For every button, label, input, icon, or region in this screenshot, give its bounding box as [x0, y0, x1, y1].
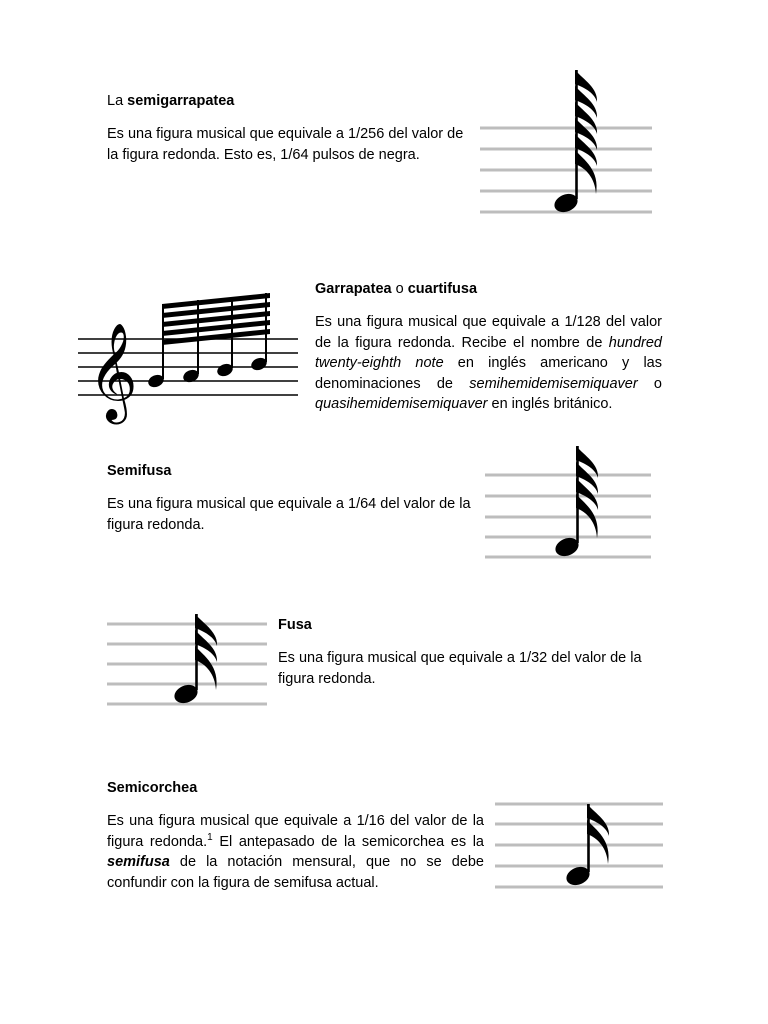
garrapatea-title [315, 280, 663, 298]
title-bold-1: Garrapatea [315, 281, 392, 297]
semigarrapatea-description: Es una figura musical que equivale a 1/256 del valor de la figura redonda. Esto es, 1/64 pulsos de negra. [107, 126, 464, 163]
note-64th-icon [485, 445, 651, 561]
semigarrapatea-title [107, 92, 467, 110]
semifusa-title [107, 462, 467, 480]
treble-clef-icon: 𝄞 [88, 322, 138, 420]
title-mid: o [391, 281, 408, 297]
note-32nd-icon [107, 612, 267, 708]
semicorchea-description [107, 811, 484, 893]
fusa-title [278, 616, 658, 634]
title-bold: Semicorchea [107, 780, 198, 796]
italic-3: quasihemidemisemiquaver [315, 396, 488, 412]
fusa-description: Es una figura musical que equivale a 1/32 del valor de la figura redonda. [278, 650, 642, 687]
title-prefix: La [107, 93, 128, 109]
title-bold: Fusa [278, 617, 312, 633]
text-1: Es una figura musical que equivale a 1/128 del valor de la figura redonda. Recibe el nombre de [315, 314, 662, 351]
note-256th-icon [480, 68, 652, 220]
text-2: El antepasado de la semicorchea es la [212, 833, 484, 850]
title-bold: Semifusa [107, 463, 172, 479]
text-1: Es una figura musical que equivale a 1/16 del valor de la figura redonda. [107, 813, 484, 850]
bold-italic: semifusa [107, 854, 170, 870]
semifusa-description: Es una figura musical que equivale a 1/64 del valor de la figura redonda. [107, 496, 471, 533]
text-3: de la notación mensural, que no se debe confundir con la figura de semifusa actual. [107, 854, 484, 891]
italic-1: hundred twenty-eighth note [315, 334, 662, 371]
semicorchea-title [107, 779, 477, 797]
text-4: en inglés británico. [487, 396, 613, 412]
garrapatea-description [315, 312, 662, 415]
note-128th-group-icon [78, 290, 298, 420]
title-bold-2: cuartifusa [407, 281, 478, 297]
text-2: en inglés americano y las denominaciones de [315, 355, 662, 392]
italic-2: semihemidemisemiquaver [469, 375, 638, 392]
note-16th-icon [495, 800, 663, 892]
title-bold: semigarrapatea [127, 93, 235, 109]
text-3: o [637, 375, 662, 392]
footnote-marker: 1 [207, 831, 213, 843]
